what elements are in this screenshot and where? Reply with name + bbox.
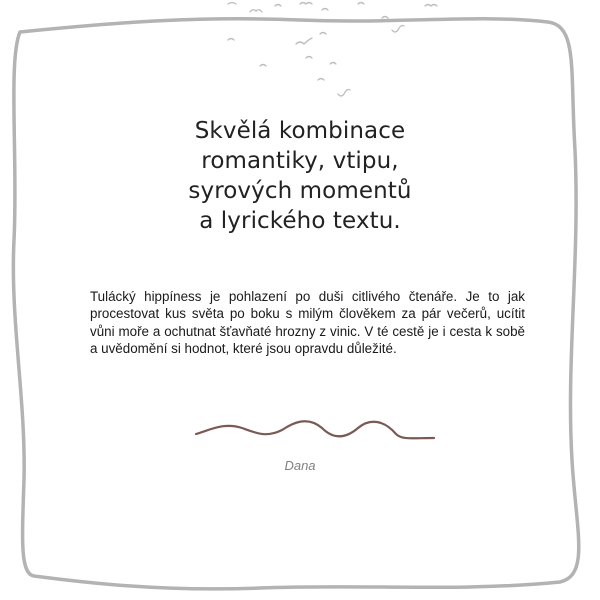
bird-icon	[306, 57, 312, 59]
bird-icon	[228, 39, 234, 41]
bird-icon	[260, 65, 266, 67]
heading-line: syrových momentů	[188, 178, 412, 204]
bird-icon	[322, 9, 328, 11]
testimonial-author: Dana	[284, 458, 316, 473]
bird-icon	[425, 5, 437, 7]
bird-icon	[320, 33, 326, 35]
bird-icon	[250, 10, 262, 12]
bird-icon	[275, 5, 281, 7]
heading-line: a lyrického textu.	[199, 208, 401, 234]
bird-icon	[358, 3, 364, 5]
bird-icon	[382, 17, 388, 19]
signature-squiggle-icon	[190, 412, 440, 452]
heading-line: Skvělá kombinace	[194, 118, 406, 144]
testimonial-body: Tulácký hippíness je pohlazení po duši citlivého čtenáře. Je to jak procestovat kus světa po boku s milým člověkem za pár večerů, ucítit vůni moře a ochutnat šťavňaté hrozny z vinic. V té cestě je i cesta k sobě a uvědomění si hodnot, které jsou opravdu důležité.	[90, 289, 525, 357]
bird-icon	[300, 3, 312, 5]
bird-icon	[296, 38, 312, 44]
bird-icon	[318, 79, 324, 81]
bird-icon	[338, 90, 350, 97]
flying-birds-icon	[0, 0, 600, 120]
bird-icon	[330, 63, 336, 65]
heading-line: romantiky, vtipu,	[201, 148, 399, 174]
bird-icon	[228, 3, 236, 5]
testimonial-heading	[100, 116, 500, 236]
bird-icon	[392, 26, 404, 33]
